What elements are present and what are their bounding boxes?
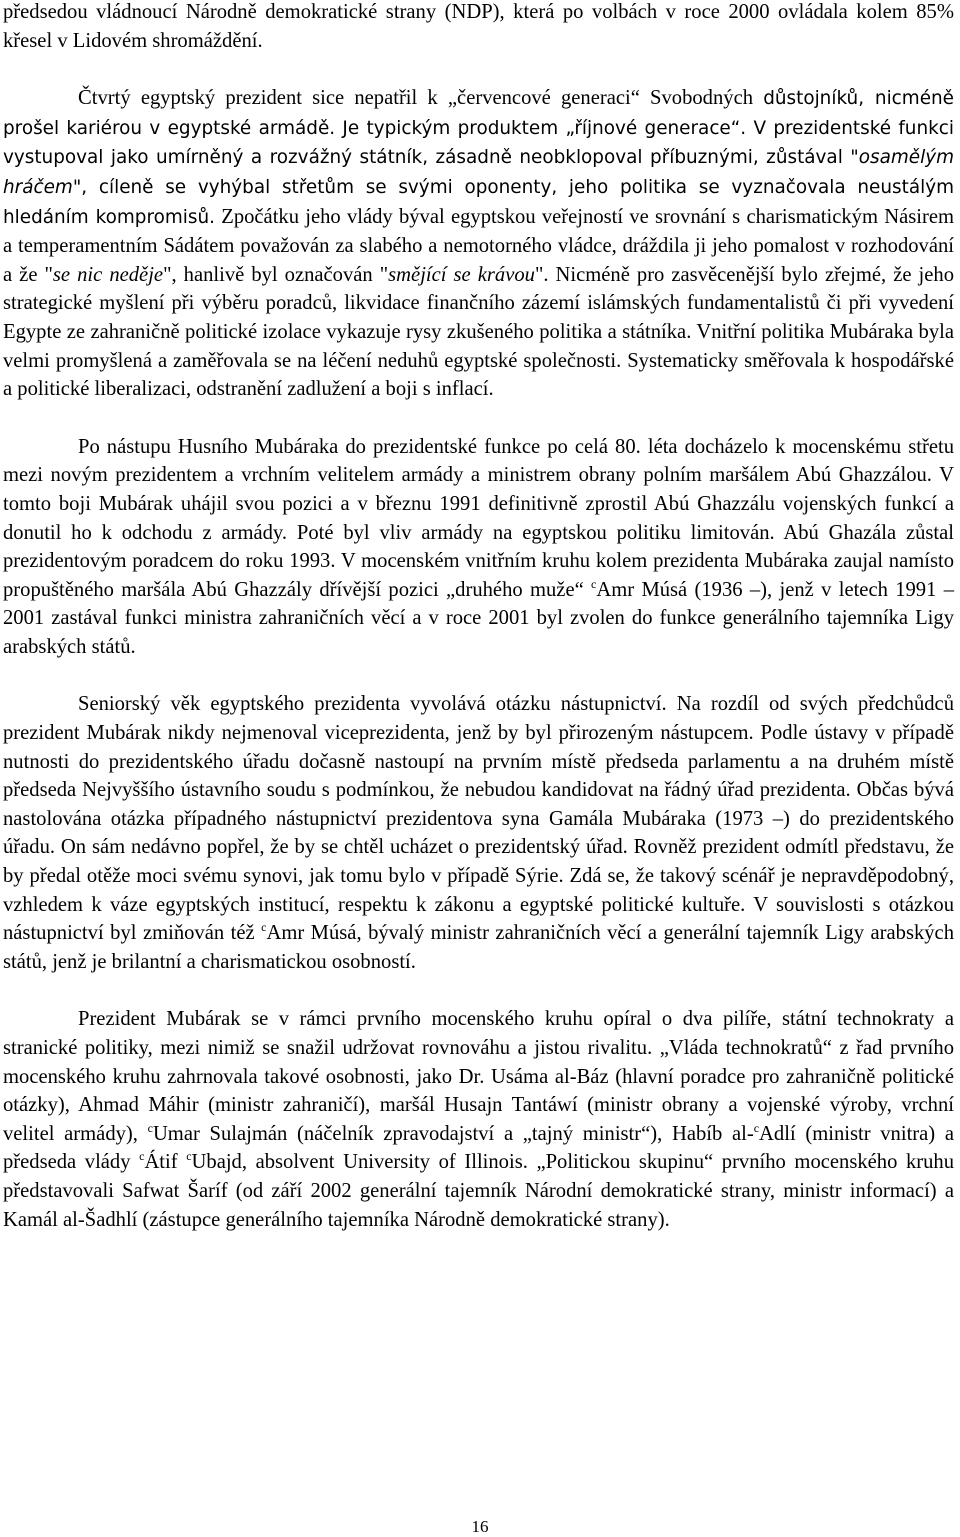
paragraph-5-text-d: Átif xyxy=(144,1151,187,1174)
paragraph-gap xyxy=(3,976,954,1005)
paragraph-5-text-e: Ubajd, absolvent University of Illinois. „Politickou skupinu“ prvního mocenského kruhu představovali Safwat Šaríf (od září 2002 generální tajemník Národní demokratické strany, ministr informací) a Kamál al-Šadhlí (zástupce generálního tajemníka Národně demokratické strany). xyxy=(3,1151,954,1231)
paragraph-4 xyxy=(3,690,954,976)
paragraph-3-text-a: Po nástupu Husního Mubáraka do prezidentské funkce po celá 80. léta docházelo k mocenskému střetu mezi novým prezidentem a vrchním velitelem armády a ministrem obrany polním maršálem Abú Ghazzálou. V tomto boji Mubárak uhájil svou pozici a v březnu 1991 definitivně zprostil Abú Ghazzálu vojenských funkcí a donutil ho k odchodu z armády. Poté byl vliv armády na egyptskou politiku limitován. Abú Ghazála zůstal prezidentovým poradcem do roku 1993. V mocenském vnitřním kruhu kolem prezidenta Mubáraka zaujal namísto propuštěného maršála Abú Ghazzály dřívější pozici „druhého muže“ xyxy=(3,435,954,601)
paragraph-2-sans-text-b: ", cíleně se vyhýbal střetům se svými oponenty, jeho politika se vyznačovala neustálým hledáním kompromisů. xyxy=(3,176,954,228)
paragraph-2-sans-text-a: důstojníků, nicméně prošel kariérou v egyptské armádě. Je typickým produktem „říjnové generace“. V prezidentské funkci vystupoval jako umírněný a rozvážný státník, zásadně neobklopoval příbuznými, zůstával " xyxy=(3,88,954,169)
paragraph-5-text-c: Adlí (ministr vnitra) a předseda vlády xyxy=(3,1122,954,1174)
paragraph-5 xyxy=(3,1005,954,1234)
paragraph-2-text-d: ". Nicméně pro zasvěcenější bylo zřejmé, že jeho strategické myšlení při výběru poradců, likvidace finančního zázemí islámských fundamentalistů či při vyvedení Egypte ze zahraničně politické izolace vykazuje rysy zkušeného politika a státníka. Vnitřní politika Mubáraka byla velmi promyšlená a zaměřovala se na léčení neduhů egyptské společnosti. Systematicky směřovala k hospodářské a politické liberalizaci, odstranění zadlužení a boji s inflací. xyxy=(3,263,954,401)
paragraph-2-text-c: ", hanlivě byl označován " xyxy=(163,263,389,286)
paragraph-3-text-b: Amr Músá (1936 –), jenž v letech 1991 – 2001 zastával funkci ministra zahraničních věcí a v roce 2001 byl zvolen do funkce generálního tajemníka Ligy arabských států. xyxy=(3,578,955,658)
paragraph-5-text-a: Prezident Mubárak se v rámci prvního mocenského kruhu opíral o dva pilíře, státní technokraty a stranické politiky, mezi nimiž se snažil udržovat rovnováhu a jistou rivalitu. „Vláda technokratů“ z řad prvního mocenského kruhu zahrnovala takové osobnosti, jako Dr. Usáma al-Báz (hlavní poradce pro zahraničně politické otázky), Ahmad Máhir (ministr zahraničí), maršál Husajn Tantáwí (ministr obrany a vojenské výroby, vrchní velitel armády), xyxy=(3,1008,954,1145)
paragraph-gap xyxy=(3,404,954,433)
paragraph-5-superscript-ayn-3: c xyxy=(139,1149,145,1164)
paragraph-4-text-a: Seniorský věk egyptského prezidenta vyvolává otázku nástupnictví. Na rozdíl od svých předchůdců prezident Mubárak nikdy nejmenoval viceprezidenta, jenž by byl přirozeným nástupcem. Podle ústavy v případě nutnosti do prezidentského úřadu dočasně nastoupí na prvním místě předseda parlamentu a na druhém místě předseda Nejvyššího ústavního soudu s podmínkou, že nebudou kandidovat na řádný úřad prezidenta. Občas bývá nastolována otázka případného nástupnictví prezidentova syna Gamála Mubáraka (1973 –) do prezidentského úřadu. On sám nedávno popřel, že by se chtěl ucházet o prezidentský úřad. Rovněž prezident odmítl představu, že by předal otěže moci svému synovi, jak tomu bylo v případě Sýrie. Zdá se, že takový scénář je nepravděpodobný, vzhledem k váze egyptských institucí, respektu k zákonu a egyptské politické kultuře. V souvislosti s otázkou nástupnictví byl zmiňován též xyxy=(3,693,954,945)
paragraph-2-text-b: Zpočátku jeho vlády býval egyptskou veřejností ve srovnání s charismatickým Násirem a temperamentním Sádátem považován za slabého a nemotorného vládce, dráždila ji jeho pomalost v rozhodování a že " xyxy=(3,205,954,286)
paragraph-4-text-b: Amr Músá, bývalý ministr zahraničních věcí a generální tajemník Ligy arabských států, jenž je brilantní a charismatickou osobností. xyxy=(3,922,954,973)
paragraph-2-italic-quote-1: se nic neděje xyxy=(52,263,164,286)
paragraph-5-text-b: Umar Sulajmán (náčelník zpravodajství a „tajný ministr“), Habíb al- xyxy=(152,1122,754,1145)
paragraph-2-italic-quote-2: smějící se krávou xyxy=(388,263,535,286)
paragraph-3 xyxy=(3,433,954,662)
paragraph-3-superscript-ayn: c xyxy=(591,576,597,591)
document-page xyxy=(3,0,954,1234)
paragraph-1 xyxy=(3,0,954,55)
page-number: 16 xyxy=(471,1517,489,1536)
paragraph-5-superscript-ayn-4: c xyxy=(186,1149,192,1164)
paragraph-2-text-a: Čtvrtý egyptský prezident sice nepatřil k „červencové generaci“ Svobodných xyxy=(78,87,764,110)
paragraph-5-superscript-ayn-1: c xyxy=(147,1120,153,1135)
paragraph-gap xyxy=(3,55,954,84)
paragraph-2-sans-italic-quote: osamělým hráčem xyxy=(3,147,954,198)
paragraph-1-text: předsedou vládnoucí Národně demokratické strany (NDP), která po volbách v roce 2000 ovládala kolem 85% křesel v Lidovém shromáždění. xyxy=(3,1,954,52)
paragraph-5-superscript-ayn-2: c xyxy=(753,1120,760,1135)
paragraph-2 xyxy=(3,84,954,404)
paragraph-4-superscript-ayn: c xyxy=(261,920,267,935)
paragraph-gap xyxy=(3,661,954,690)
